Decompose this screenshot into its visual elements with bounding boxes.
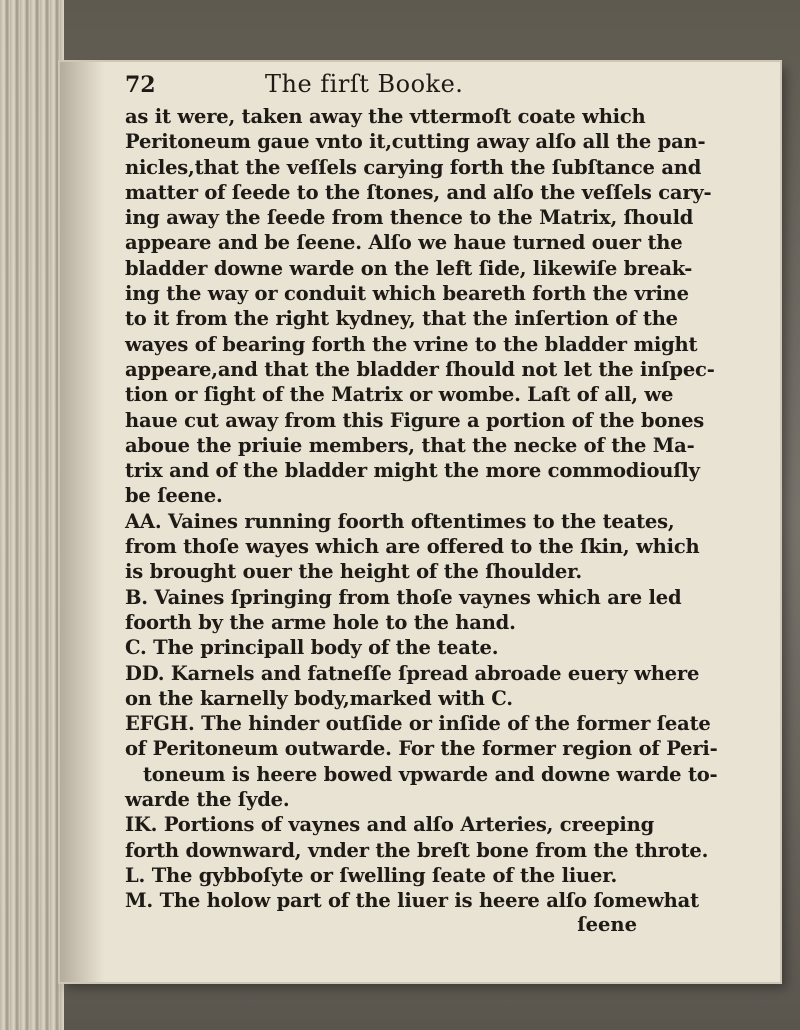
text-line: ing away the ſeede from thence to the Matrix, ſhould	[125, 206, 694, 230]
catchword: ſeene	[577, 912, 637, 936]
text-line: Peritoneum gaue vnto it,cutting away alſo all the pan-	[125, 130, 706, 154]
legend-entry: DD. Karnels and fatneſſe ſpread abroade euery where	[125, 661, 700, 685]
text-line: ing the way or conduit which beareth forth the vrine	[125, 282, 689, 306]
text-line: to it from the right kydney, that the inſertion of the	[125, 307, 678, 331]
text-line: trix and of the bladder might the more commodiouſly	[125, 459, 700, 483]
legend-entry: AA. Vaines running foorth oftentimes to the teates,	[125, 509, 675, 533]
page-number: 72	[125, 72, 156, 98]
legend-entry: L. The gybboſyte or ſwelling ſeate of the liuer.	[125, 863, 618, 887]
text-line: matter of ſeede to the ſtones, and alſo the veſſels cary-	[125, 180, 712, 204]
legend-entry: B. Vaines ſpringing from thoſe vaynes which are led	[125, 585, 682, 609]
text-line: warde the ſyde.	[125, 788, 290, 812]
text-line: haue cut away from this Figure a portion of the bones	[125, 408, 705, 432]
text-line: foorth by the arme hole to the hand.	[125, 610, 516, 634]
text-line: toneum is heere bowed vpwarde and downe warde to-	[143, 762, 718, 786]
body-text	[125, 104, 718, 914]
text-line: wayes of bearing forth the vrine to the bladder might	[125, 332, 698, 356]
legend-entry: C. The principall body of the teate.	[125, 636, 499, 660]
text-line: as it were, taken away the vttermoſt coate which	[125, 105, 646, 128]
legend-entry: M. The holow part of the liuer is heere alſo ſomewhat	[125, 889, 699, 913]
book-spine	[0, 0, 64, 1030]
text-line: be ſeene.	[125, 484, 223, 508]
text-line: of Peritoneum outwarde. For the former region of Peri-	[125, 737, 718, 761]
text-line: is brought ouer the height of the ſhoulder.	[125, 560, 582, 584]
text-line: on the karnelly body,marked with C.	[125, 686, 513, 710]
text-line: nicles,that the veſſels carying forth the ſubſtance and	[125, 155, 702, 179]
text-line: forth downward, vnder the breſt bone from the throte.	[125, 838, 709, 862]
legend-entry: EFGH. The hinder outſide or inſide of the former ſeate	[125, 712, 711, 736]
page-header	[125, 70, 695, 100]
legend-entry: IK. Portions of vaynes and alſo Arteries, creeping	[125, 813, 655, 837]
text-line: from thoſe wayes which are offered to the ſkin, which	[125, 535, 700, 559]
text-line: aboue the priuie members, that the necke of the Ma-	[125, 433, 695, 457]
running-title: The firſt Booke.	[265, 70, 464, 98]
text-line: tion or ſight of the Matrix or wombe. Laſt of all, we	[125, 383, 674, 407]
text-line: appeare and be ſeene. Alſo we haue turned ouer the	[125, 231, 683, 255]
text-line: appeare,and that the bladder ſhould not let the inſpec-	[125, 357, 715, 381]
text-block	[125, 70, 718, 936]
text-line: bladder downe warde on the left ſide, likewiſe break-	[125, 256, 693, 280]
